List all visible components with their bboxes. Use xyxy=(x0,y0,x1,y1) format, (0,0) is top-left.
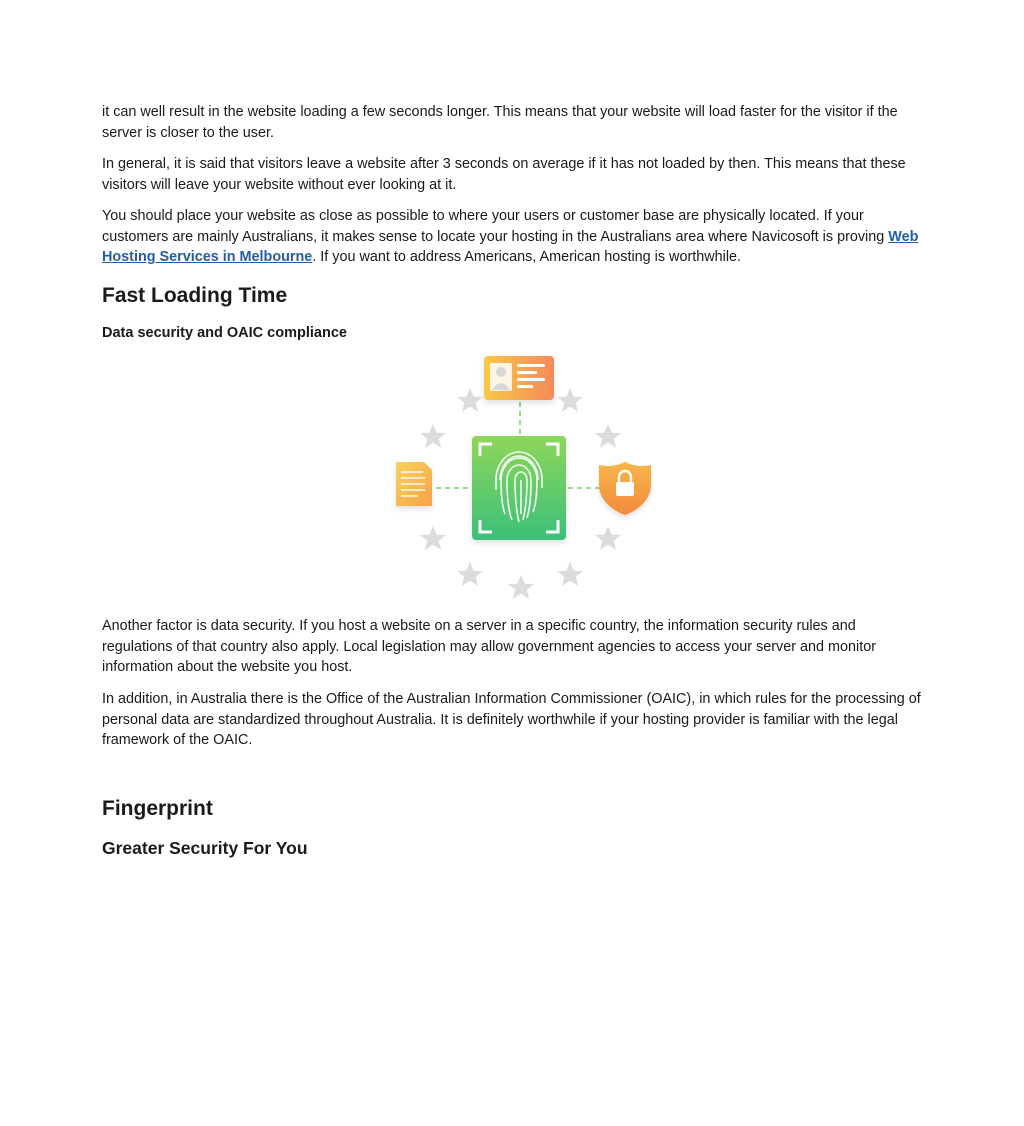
star-icon xyxy=(457,388,483,412)
star-icon xyxy=(557,388,583,412)
paragraph-3 xyxy=(102,206,922,268)
star-icon xyxy=(457,562,483,586)
star-icon xyxy=(420,424,446,448)
data-security-illustration xyxy=(390,350,660,608)
star-icon xyxy=(595,424,621,448)
document-icon xyxy=(396,462,432,506)
paragraph-5: In addition, in Australia there is the Office of the Australian Information Commissioner (OAIC), in which rules for the processing of personal data are standardized throughout Australia. It is definitely worthwhile if your hosting provider is familiar with the legal framework of the OAIC. xyxy=(102,691,921,749)
paragraph-2: In general, it is said that visitors leave a website after 3 seconds on average if it has not loaded by then. This means that these visitors will leave your website without ever looking at it. xyxy=(102,156,906,193)
paragraph-1: it can well result in the website loading a few seconds longer. This means that your website will load faster for the visitor if the server is closer to the user. xyxy=(102,104,898,141)
paragraph-4: Another factor is data security. If you host a website on a server in a specific country, the information security rules and regulations of that country also apply. Local legislation may allow government agencies to access your server and monitor information about the website you host. xyxy=(102,618,877,676)
star-icon xyxy=(595,526,621,550)
paragraph-3-text-start: You should place your website as close as possible to where your users or customer base are physically located. If your customers are mainly Australians, it makes sense to locate your hosting in the Australians area where Navicosoft is proving xyxy=(102,208,889,245)
subheading-data-security: Data security and OAIC compliance xyxy=(102,325,347,341)
heading-fast-loading-time: Fast Loading Time xyxy=(102,284,288,307)
star-icon xyxy=(557,562,583,586)
paragraph-3-text-end: . If you want to address Americans, American hosting is worthwhile. xyxy=(312,249,742,266)
star-icon xyxy=(508,575,534,599)
star-icon xyxy=(420,526,446,550)
web-hosting-melbourne-link[interactable]: Web Hosting Services in Melbourne xyxy=(102,228,919,266)
fingerprint-icon xyxy=(472,436,566,540)
id-card-icon xyxy=(484,356,554,400)
padlock-shield-icon xyxy=(599,462,651,515)
heading-fingerprint: Fingerprint xyxy=(102,797,213,820)
subheading-greater-security: Greater Security For You xyxy=(102,838,308,858)
